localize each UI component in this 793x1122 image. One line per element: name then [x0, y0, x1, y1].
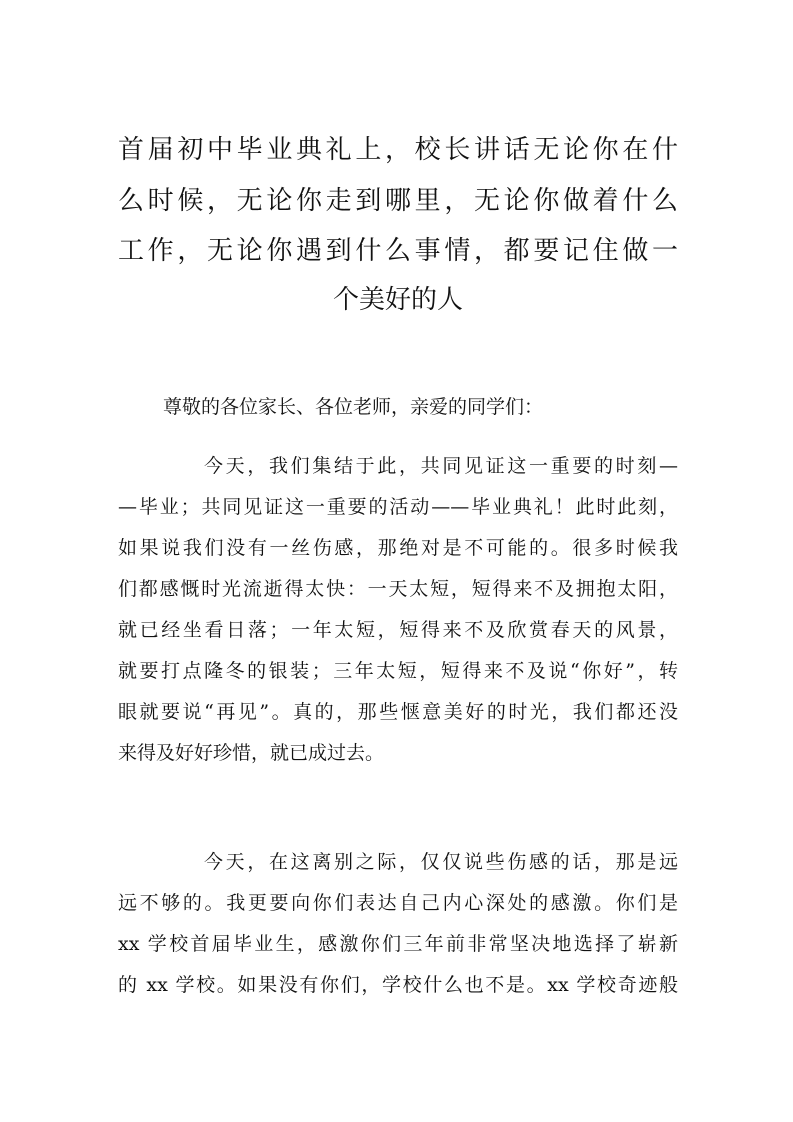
- paragraph-line: 的 xx 学校。如果没有你们，学校什么也不是。xx 学校奇迹般: [118, 974, 678, 996]
- paragraph-line: 今天，我们集结于此，共同见证这一重要的时刻—: [204, 455, 678, 477]
- paragraph-line: 来得及好好珍惜，就已成过去。: [118, 742, 385, 764]
- paragraph-line: 远不够的。我更要向你们表达自己内心深处的感激。你们是: [118, 892, 678, 914]
- paragraph-line: 如果说我们没有一丝伤感，那绝对是不可能的。很多时候我: [118, 537, 678, 559]
- title-line: 么时候，无论你走到哪里，无论你做着什么: [118, 186, 678, 216]
- title-line: 首届初中毕业典礼上，校长讲话无论你在什: [118, 135, 678, 165]
- title-line: 个美好的人: [332, 285, 463, 315]
- paragraph-line: 眼就要说“再见”。真的，那些惬意美好的时光，我们都还没: [118, 701, 678, 723]
- title-line: 工作，无论你遇到什么事情，都要记住做一: [118, 236, 678, 266]
- paragraph-line: —毕业；共同见证这一重要的活动——毕业典礼！此时此刻，: [118, 496, 678, 518]
- paragraph-line: 就已经坐看日落；一年太短，短得来不及欣赏春天的风景，: [118, 619, 678, 641]
- paragraph-line: 就要打点隆冬的银装；三年太短，短得来不及说“你好”，转: [118, 660, 678, 682]
- salutation: 尊敬的各位家长、各位老师，亲爱的同学们：: [163, 396, 544, 418]
- paragraph-line: 今天，在这离别之际，仅仅说些伤感的话，那是远: [204, 851, 678, 873]
- paragraph-line: 们都感慨时光流逝得太快：一天太短，短得来不及拥抱太阳，: [118, 578, 678, 600]
- paragraph-line: xx 学校首届毕业生，感激你们三年前非常坚决地选择了崭新: [118, 933, 678, 955]
